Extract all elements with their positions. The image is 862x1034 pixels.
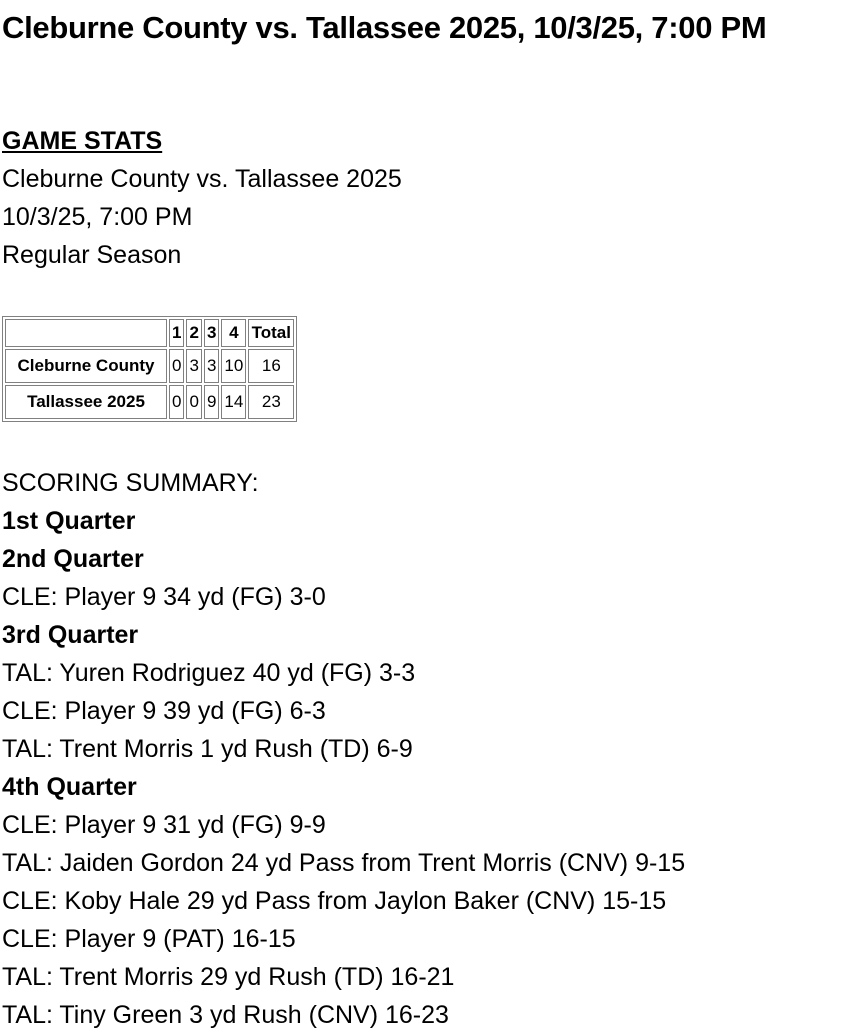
scoring-summary-heading: SCORING SUMMARY: — [2, 469, 259, 497]
score-table-header-row — [5, 319, 294, 347]
table-row — [5, 385, 294, 419]
matchup-text: Cleburne County vs. Tallassee 2025 — [2, 165, 402, 193]
scoring-play: CLE: Player 9 31 yd (FG) 9-9 — [2, 811, 326, 839]
scoring-play: TAL: Yuren Rodriguez 40 yd (FG) 3-3 — [2, 659, 416, 687]
score-q4: 14 — [221, 385, 246, 419]
header-q4: 4 — [221, 319, 246, 347]
scoring-summary — [2, 464, 862, 1034]
page-title: Cleburne County vs. Tallassee 2025, 10/3/25, 7:00 PM — [2, 10, 767, 45]
scoring-play: TAL: Trent Morris 1 yd Rush (TD) 6-9 — [2, 735, 413, 763]
scoring-play: TAL: Trent Morris 29 yd Rush (TD) 16-21 — [2, 963, 455, 991]
quarter-heading: 2nd Quarter — [2, 545, 144, 573]
score-q3: 3 — [204, 349, 219, 383]
header-total: Total — [248, 319, 294, 347]
score-total: 16 — [248, 349, 294, 383]
header-q1: 1 — [169, 319, 184, 347]
score-q1: 0 — [169, 349, 184, 383]
score-q2: 0 — [186, 385, 201, 419]
scoring-play: TAL: Tiny Green 3 yd Rush (CNV) 16-23 — [2, 1001, 449, 1029]
scoring-play: CLE: Koby Hale 29 yd Pass from Jaylon Baker (CNV) 15-15 — [2, 887, 667, 915]
team-name: Cleburne County — [5, 349, 167, 383]
table-row — [5, 349, 294, 383]
quarter-heading: 4th Quarter — [2, 773, 137, 801]
score-total: 23 — [248, 385, 294, 419]
scoring-play: CLE: Player 9 (PAT) 16-15 — [2, 925, 296, 953]
season-type: Regular Season — [2, 241, 182, 269]
score-table — [2, 316, 297, 422]
header-q2: 2 — [186, 319, 201, 347]
header-q3: 3 — [204, 319, 219, 347]
header-team — [5, 319, 167, 347]
game-stats-heading: GAME STATS — [2, 127, 163, 155]
score-q3: 9 — [204, 385, 219, 419]
scoring-play: CLE: Player 9 34 yd (FG) 3-0 — [2, 583, 326, 611]
score-q1: 0 — [169, 385, 184, 419]
team-name: Tallassee 2025 — [5, 385, 167, 419]
game-datetime: 10/3/25, 7:00 PM — [2, 203, 193, 231]
score-q2: 3 — [186, 349, 201, 383]
quarter-heading: 3rd Quarter — [2, 621, 139, 649]
scoring-play: CLE: Player 9 39 yd (FG) 6-3 — [2, 697, 326, 725]
score-q4: 10 — [221, 349, 246, 383]
game-stats-block — [2, 122, 862, 274]
quarter-heading: 1st Quarter — [2, 507, 136, 535]
scoring-play: TAL: Jaiden Gordon 24 yd Pass from Trent Morris (CNV) 9-15 — [2, 849, 686, 877]
